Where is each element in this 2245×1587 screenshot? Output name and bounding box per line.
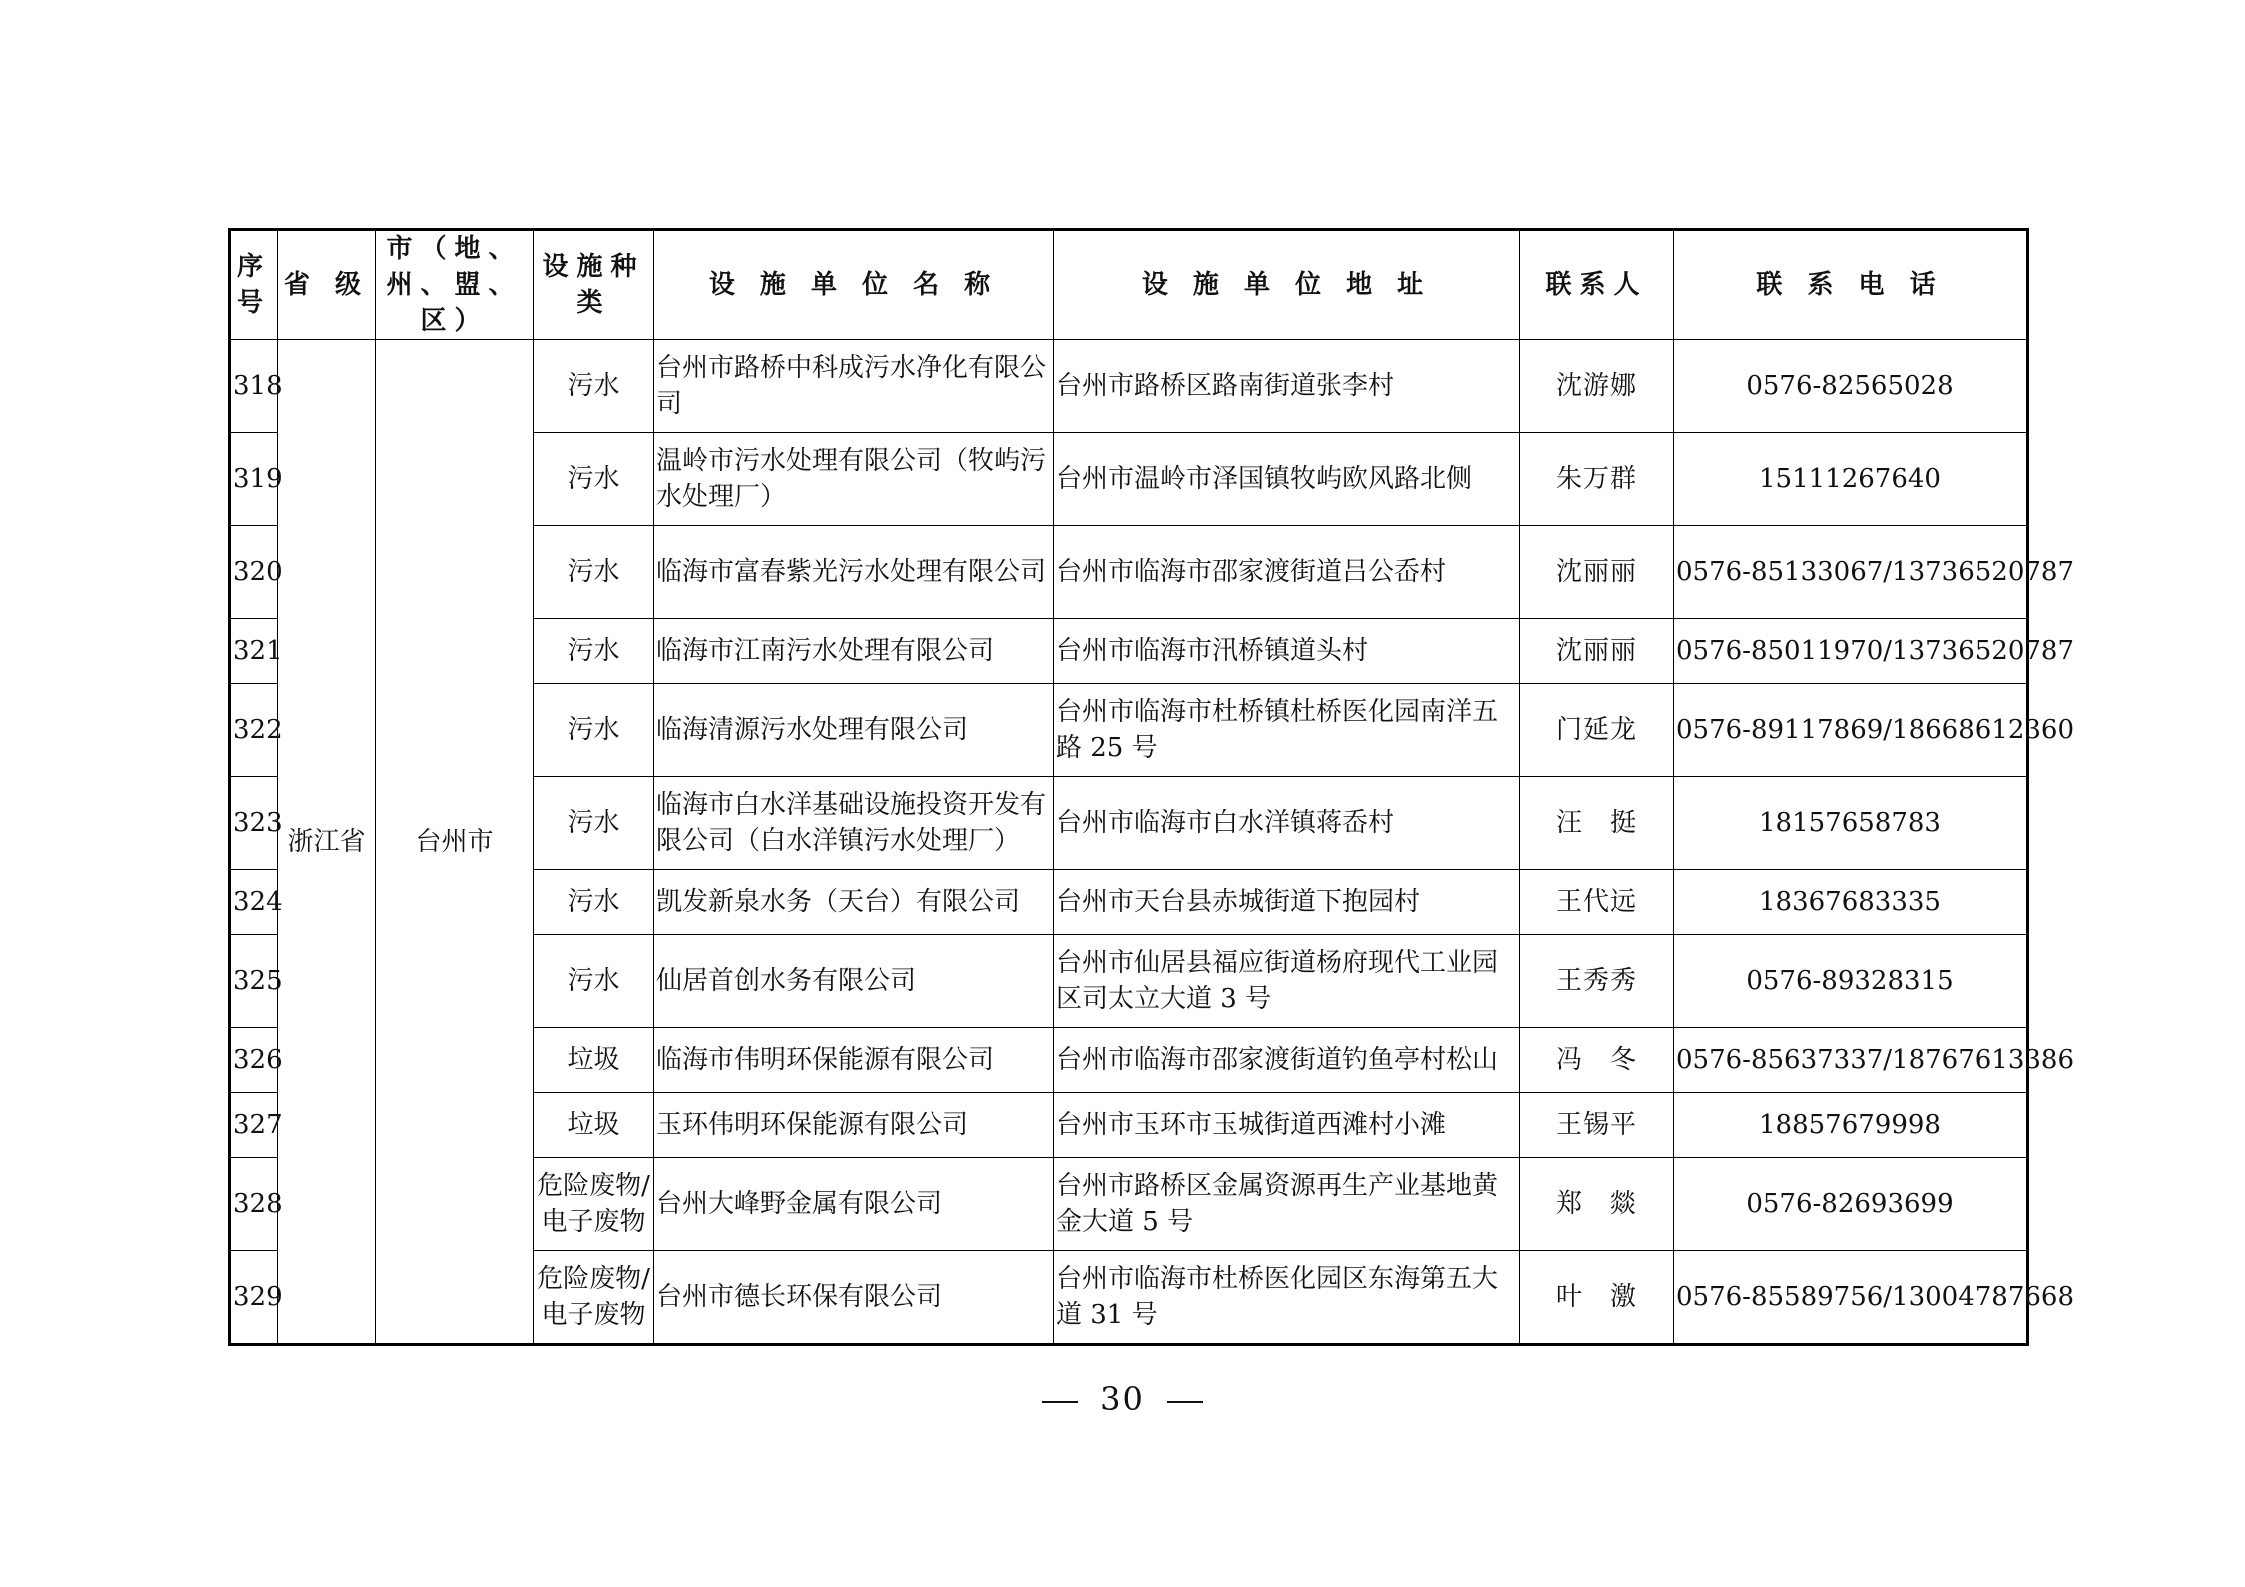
row-contact: 汪 挺 — [1520, 777, 1674, 870]
row-seq: 329 — [230, 1251, 278, 1345]
row-phone: 18367683335 — [1674, 870, 2028, 935]
row-contact: 叶 激 — [1520, 1251, 1674, 1345]
page-number: 30 — [1100, 1380, 1145, 1418]
row-contact: 朱万群 — [1520, 433, 1674, 526]
row-name: 台州市德长环保有限公司 — [654, 1251, 1054, 1345]
row-contact: 王代远 — [1520, 870, 1674, 935]
row-kind: 垃圾 — [534, 1093, 654, 1158]
row-name: 临海市江南污水处理有限公司 — [654, 619, 1054, 684]
province-cell: 浙江省 — [278, 340, 376, 1345]
row-name: 温岭市污水处理有限公司（牧屿污水处理厂） — [654, 433, 1054, 526]
row-phone: 0576-89117869/18668612360 — [1674, 684, 2028, 777]
row-phone: 18857679998 — [1674, 1093, 2028, 1158]
row-seq: 322 — [230, 684, 278, 777]
row-contact: 沈游娜 — [1520, 340, 1674, 433]
row-kind: 污水 — [534, 433, 654, 526]
row-contact: 王秀秀 — [1520, 935, 1674, 1028]
row-kind: 危险废物/电子废物 — [534, 1158, 654, 1251]
city-cell: 台州市 — [376, 340, 534, 1345]
row-name: 台州大峰野金属有限公司 — [654, 1158, 1054, 1251]
row-name: 凯发新泉水务（天台）有限公司 — [654, 870, 1054, 935]
footer-dash-right — [1167, 1401, 1203, 1403]
row-contact: 冯 冬 — [1520, 1028, 1674, 1093]
page-footer — [0, 1380, 2245, 1418]
header-name: 设 施 单 位 名 称 — [654, 230, 1054, 340]
row-phone: 0576-85133067/13736520787 — [1674, 526, 2028, 619]
row-contact: 门延龙 — [1520, 684, 1674, 777]
row-kind: 污水 — [534, 619, 654, 684]
row-seq: 328 — [230, 1158, 278, 1251]
row-name: 临海清源污水处理有限公司 — [654, 684, 1054, 777]
row-phone: 18157658783 — [1674, 777, 2028, 870]
header-seq: 序号 — [230, 230, 278, 340]
row-phone: 0576-82693699 — [1674, 1158, 2028, 1251]
row-name: 临海市伟明环保能源有限公司 — [654, 1028, 1054, 1093]
header-address: 设 施 单 位 地 址 — [1054, 230, 1520, 340]
row-kind: 污水 — [534, 777, 654, 870]
row-address: 台州市路桥区金属资源再生产业基地黄金大道 5 号 — [1054, 1158, 1520, 1251]
row-contact: 郑 燚 — [1520, 1158, 1674, 1251]
header-contact: 联系人 — [1520, 230, 1674, 340]
row-address: 台州市临海市汛桥镇道头村 — [1054, 619, 1520, 684]
header-city: 市（地、州、盟、区） — [376, 230, 534, 340]
row-phone: 0576-85589756/13004787668 — [1674, 1251, 2028, 1345]
facility-table — [228, 228, 2075, 1346]
row-seq: 327 — [230, 1093, 278, 1158]
row-phone: 15111267640 — [1674, 433, 2028, 526]
header-row — [230, 230, 2028, 340]
row-kind: 污水 — [534, 684, 654, 777]
row-name: 玉环伟明环保能源有限公司 — [654, 1093, 1054, 1158]
row-kind: 污水 — [534, 935, 654, 1028]
row-address: 台州市临海市杜桥医化园区东海第五大道 31 号 — [1054, 1251, 1520, 1345]
footer-dash-left — [1042, 1401, 1078, 1403]
row-address: 台州市路桥区路南街道张李村 — [1054, 340, 1520, 433]
row-name: 临海市富春紫光污水处理有限公司 — [654, 526, 1054, 619]
row-address: 台州市仙居县福应街道杨府现代工业园区司太立大道 3 号 — [1054, 935, 1520, 1028]
row-contact: 沈丽丽 — [1520, 526, 1674, 619]
row-kind: 污水 — [534, 340, 654, 433]
row-address: 台州市临海市邵家渡街道钓鱼亭村松山 — [1054, 1028, 1520, 1093]
row-address: 台州市温岭市泽国镇牧屿欧风路北侧 — [1054, 433, 1520, 526]
row-address: 台州市临海市杜桥镇杜桥医化园南洋五路 25 号 — [1054, 684, 1520, 777]
header-kind: 设施种类 — [534, 230, 654, 340]
row-address: 台州市天台县赤城街道下抱园村 — [1054, 870, 1520, 935]
row-kind: 污水 — [534, 870, 654, 935]
row-seq: 318 — [230, 340, 278, 433]
row-seq: 325 — [230, 935, 278, 1028]
row-seq: 326 — [230, 1028, 278, 1093]
row-seq: 319 — [230, 433, 278, 526]
row-seq: 321 — [230, 619, 278, 684]
row-address: 台州市临海市邵家渡街道吕公岙村 — [1054, 526, 1520, 619]
row-phone: 0576-82565028 — [1674, 340, 2028, 433]
row-name: 临海市白水洋基础设施投资开发有限公司（白水洋镇污水处理厂） — [654, 777, 1054, 870]
row-contact: 王锡平 — [1520, 1093, 1674, 1158]
row-phone: 0576-85011970/13736520787 — [1674, 619, 2028, 684]
row-contact: 沈丽丽 — [1520, 619, 1674, 684]
row-address: 台州市临海市白水洋镇蒋岙村 — [1054, 777, 1520, 870]
row-kind: 危险废物/电子废物 — [534, 1251, 654, 1345]
row-seq: 323 — [230, 777, 278, 870]
row-address: 台州市玉环市玉城街道西滩村小滩 — [1054, 1093, 1520, 1158]
row-name: 仙居首创水务有限公司 — [654, 935, 1054, 1028]
row-name: 台州市路桥中科成污水净化有限公司 — [654, 340, 1054, 433]
row-phone: 0576-85637337/18767613386 — [1674, 1028, 2028, 1093]
header-phone: 联 系 电 话 — [1674, 230, 2028, 340]
row-kind: 垃圾 — [534, 1028, 654, 1093]
row-seq: 320 — [230, 526, 278, 619]
row-kind: 污水 — [534, 526, 654, 619]
table-row — [230, 340, 2028, 433]
row-seq: 324 — [230, 870, 278, 935]
header-province: 省 级 — [278, 230, 376, 340]
row-phone: 0576-89328315 — [1674, 935, 2028, 1028]
